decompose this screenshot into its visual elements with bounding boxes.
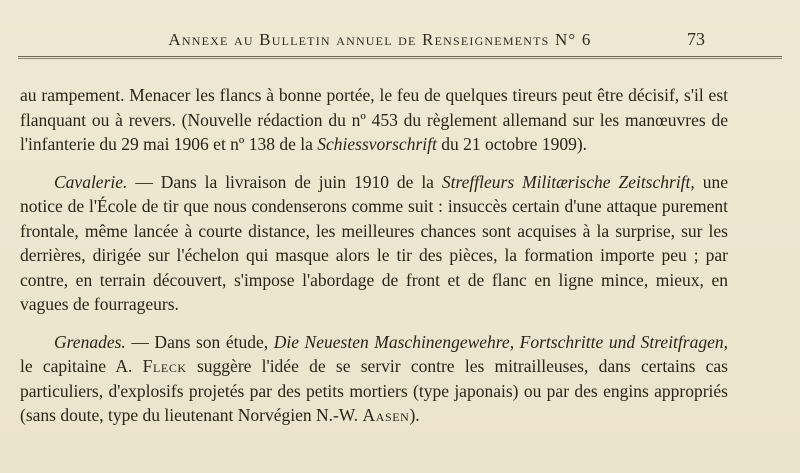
person-name: Aasen [362, 405, 410, 425]
paragraph-continuation [20, 83, 728, 157]
running-head: Annexe au Bulletin annuel de Renseignements N° 6 [168, 30, 592, 49]
text-span: — Dans la livraison de juin 1910 de la [127, 171, 442, 192]
text-span: une notice de l'École de tir que nous condenserons comme suit : insuccès certain d'une attaque purement frontale, même lancée à courte distance, les meilleures chances sont acquises à la surprise, sur les derrières, dirigée sur l'échelon qui masque alors le tir des pièces, la formation importe peu ; par contre, en terrain découvert, s'impose l'abordage de front et de flanc en ligne mince, mieux, en vagues de fourrageurs. [20, 171, 728, 314]
text-span: au rampement. Menacer les flancs à bonne portée, le feu de quelques tireurs peut être décisif, s'il est flanquant ou à revers. (Nouvelle rédaction du nº 453 du règlement allemand sur les manœuvres de l'infanterie du 29 mai 1906 et nº 138 de la [20, 85, 728, 154]
author-name: Fleck [142, 356, 187, 376]
italic-title: Die Neuesten Maschinengewehre, Fortschritte und Streitfragen, [273, 331, 728, 352]
italic-title: Streffleurs Militærische Zeitschrift, [441, 171, 695, 192]
section-lead-in: Grenades. [54, 331, 126, 352]
body-text [20, 83, 728, 428]
paragraph-cavalerie [20, 170, 728, 317]
text-span: — Dans son étude, [125, 331, 274, 352]
text-span: ). [409, 405, 420, 425]
text-span: du 21 octobre 1909). [436, 134, 588, 154]
italic-title: Schiessvorschrift [317, 134, 437, 154]
page-number: 73 [687, 29, 705, 49]
text-span: suggère l'idée de se servir contre les mitrailleuses, dans certains cas particuliers, d'explosifs projetés par des petits mortiers (type japonais) ou par des engins appropriés (sans doute, type du lieutenant Norvégien N.-W. [20, 356, 728, 425]
page-header [0, 24, 800, 54]
paragraph-grenades [20, 330, 728, 428]
section-lead-in: Cavalerie. [54, 171, 128, 192]
text-span: le capitaine A. [20, 356, 143, 376]
header-double-rule [18, 56, 782, 59]
